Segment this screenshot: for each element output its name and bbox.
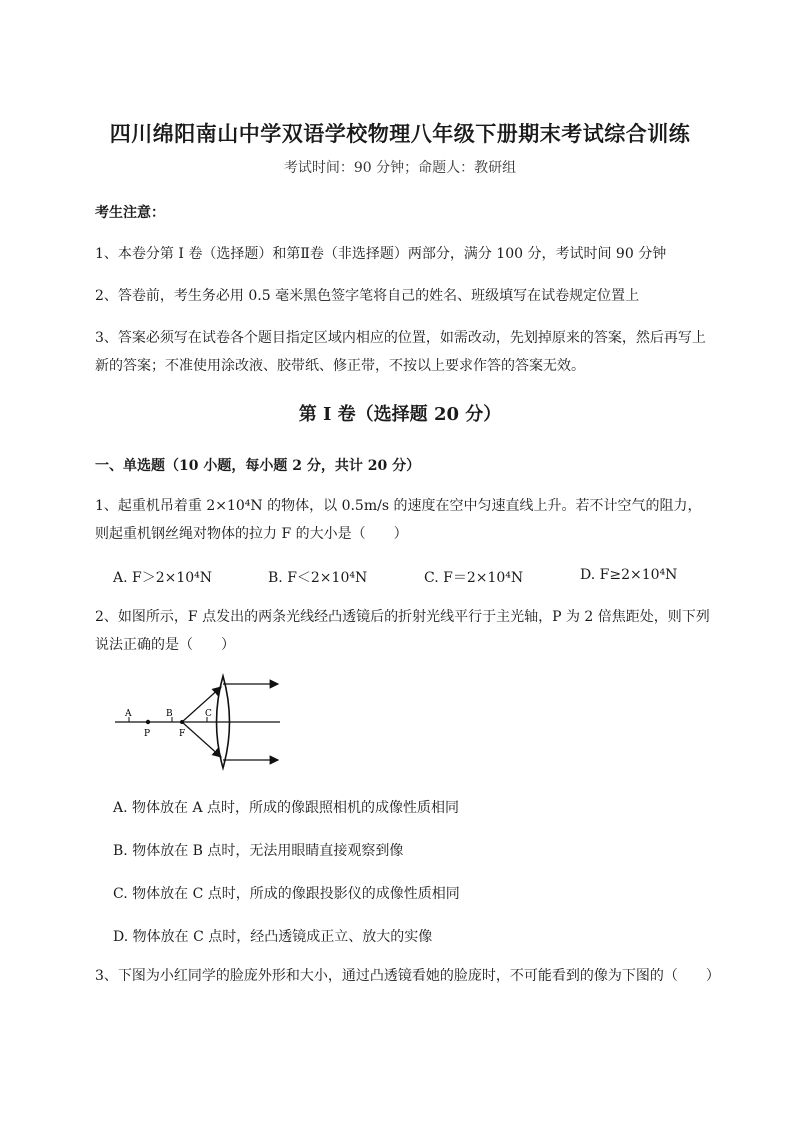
label-p: P [144,729,151,739]
option-c: C. 物体放在 C 点时，所成的像跟投影仪的成像性质相同 [113,886,460,902]
notice-item: 1、本卷分第 I 卷（选择题）和第Ⅱ卷（非选择题）两部分，满分 100 分，考试时间 90 分钟 [95,246,667,262]
notice-item: 2、答卷前，考生务必用 0.5 毫米黑色签字笔将自己的姓名、班级填写在试卷规定位置上 [95,288,640,304]
section-title: 第 I 卷（选择题 20 分） [298,404,502,425]
option-a: A. F＞2×10⁴N [113,570,213,586]
incident-ray-upper [182,687,221,722]
option-d: D. F≥2×10⁴N [580,567,678,583]
question-stem: 2、如图所示，F 点发出的两条光线经凸透镜后的折射光线平行于主光轴，P 为 2 倍焦距处，则下列说法正确的是（ ） [95,609,710,653]
label-a: A [125,709,132,719]
label-f: F [179,729,186,739]
label-c: C [205,709,212,719]
option-d: D. 物体放在 C 点时，经凸透镜成正立、放大的实像 [113,929,433,945]
option-b: B. 物体放在 B 点时，无法用眼睛直接观察到像 [113,843,404,859]
question-stem: 3、下图为小红同学的脸庞外形和大小，通过凸透镜看她的脸庞时，不可能看到的像为下图的（ ） [95,968,720,984]
notice-item: 3、答案必须写在试卷各个题目指定区域内相应的位置，如需改动，先划掉原来的答案，然后再写上新的答案；不准使用涂改液、胶带纸、修正带，不按以上要求作答的答案无效。 [95,330,706,374]
option-c: C. F＝2×10⁴N [424,570,524,586]
exam-info: 考试时间：90 分钟；命题人：教研组 [283,160,517,176]
incident-ray-lower [182,722,221,757]
label-b: B [166,709,173,719]
point-f-dot [180,720,184,724]
question-group-title: 一、单选题（10 小题，每小题 2 分，共计 20 分） [95,458,421,474]
notice-heading: 考生注意： [95,205,165,221]
option-a: A. 物体放在 A 点时，所成的像跟照相机的成像性质相同 [113,800,460,816]
page-title: 四川绵阳南山中学双语学校物理八年级下册期末考试综合训练 [109,121,691,146]
question-stem: 1、起重机吊着重 2×10⁴N 的物体，以 0.5m/s 的速度在空中匀速直线上升。若不计空气的阻力，则起重机钢丝绳对物体的拉力 F 的大小是（ ） [95,498,702,542]
point-p-dot [146,720,150,724]
option-b: B. F＜2×10⁴N [268,570,368,586]
lens-diagram [110,672,290,776]
